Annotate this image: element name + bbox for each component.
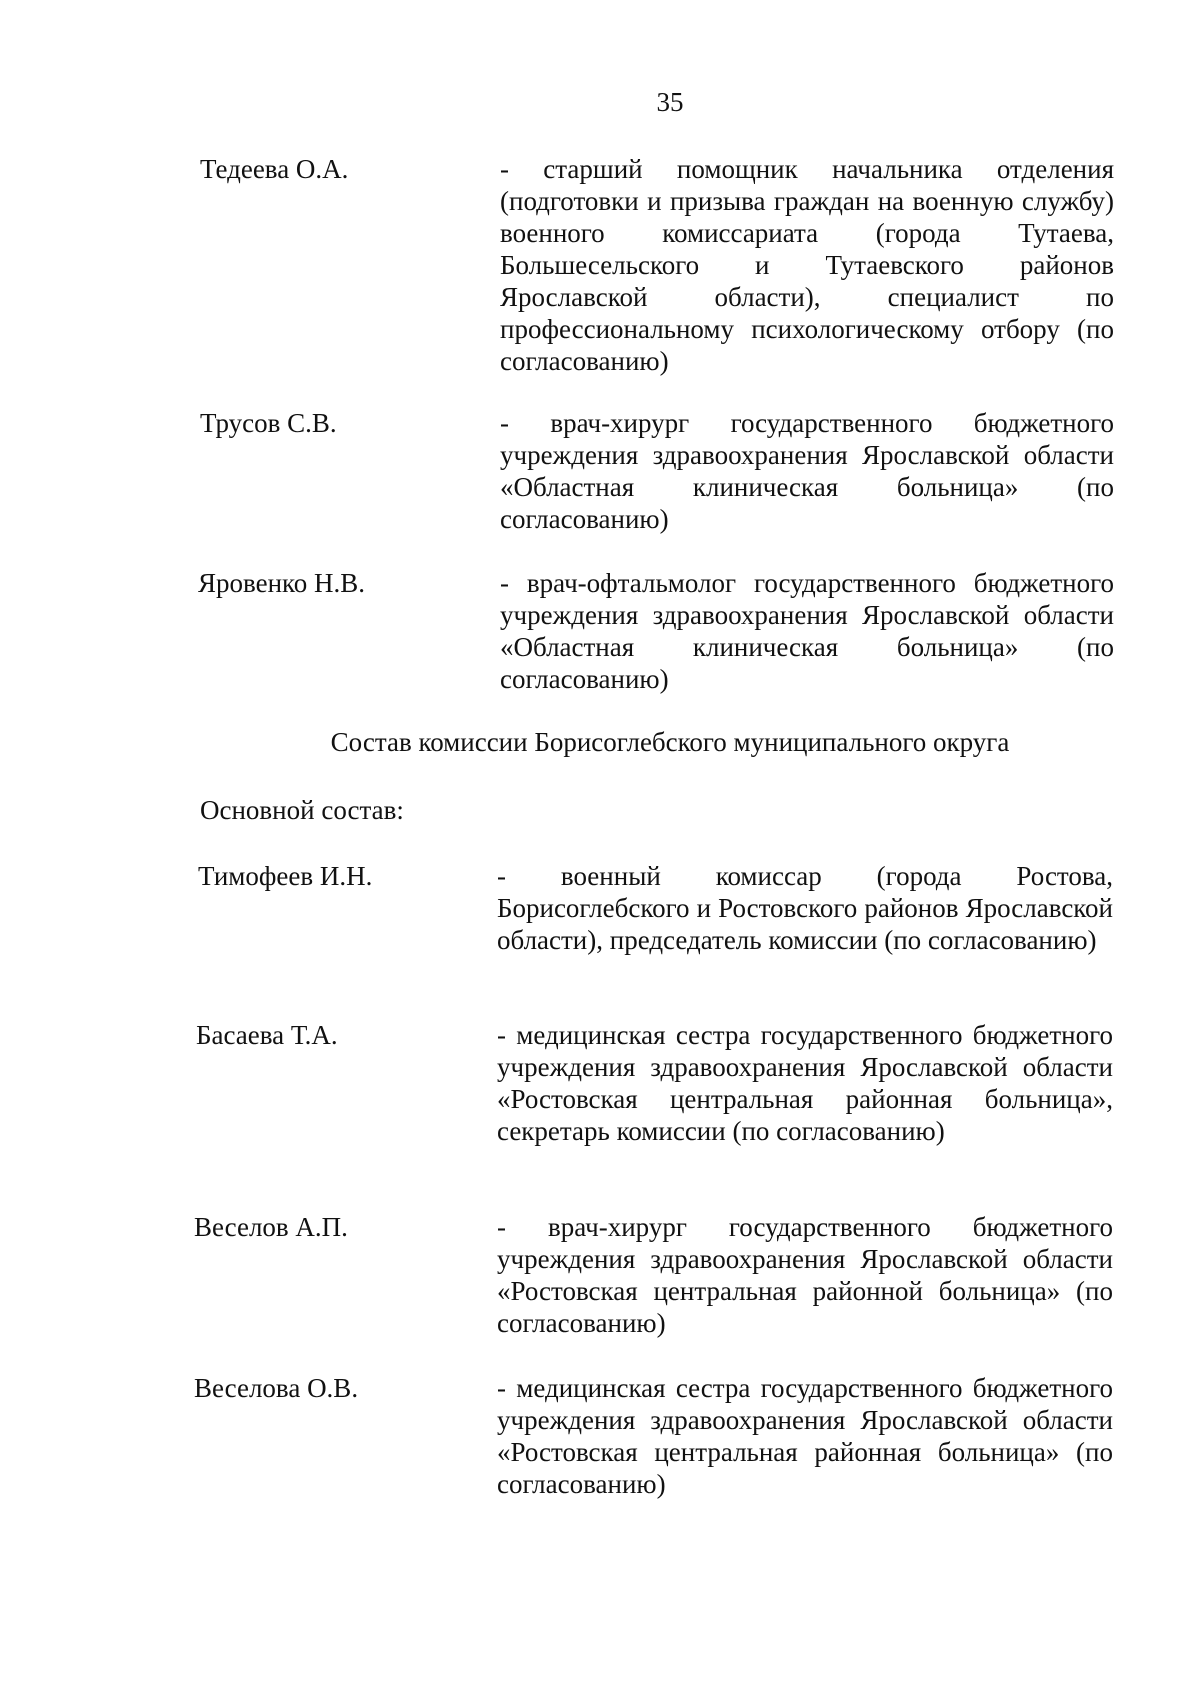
member-description: - врач-хирург государственного бюджетного учреждения здравоохранения Ярославской области «Ростовская центральная районной больница» (по согласованию) (497, 1212, 1113, 1338)
page-number: 35 (656, 87, 684, 117)
member-description: - врач-хирург государственного бюджетного учреждения здравоохранения Ярославской области «Областная клиническая больница» (по согласованию) (500, 408, 1114, 534)
member-name: Басаева Т.А. (196, 1020, 338, 1050)
member-name: Тедеева О.А. (200, 154, 349, 184)
member-description: - медицинская сестра государственного бюджетного учреждения здравоохранения Ярославской области «Ростовская центральная районная больница», секретарь комиссии (по согласованию) (497, 1020, 1113, 1146)
subheading-main-composition: Основной состав: (200, 795, 404, 825)
member-description: - врач-офтальмолог государственного бюджетного учреждения здравоохранения Ярославской области «Областная клиническая больница» (по согласованию) (500, 568, 1114, 694)
member-description: - военный комиссар (города Ростова, Борисоглебского и Ростовского районов Ярославской области), председатель комиссии (по согласованию) (497, 861, 1113, 955)
member-description: - медицинская сестра государственного бюджетного учреждения здравоохранения Ярославской области «Ростовская центральная районная больница» (по согласованию) (497, 1373, 1113, 1499)
member-name: Веселова О.В. (194, 1373, 359, 1403)
member-description: - старший помощник начальника отделения (подготовки и призыва граждан на военную службу) военного комиссариата (города Тутаева, Большесельского и Тутаевского районов Ярославской области), специалист по профессиональному психологическому отбору (по согласованию) (500, 154, 1114, 376)
member-name: Веселов А.П. (194, 1212, 348, 1242)
section-heading: Состав комиссии Борисоглебского муниципального округа (330, 727, 1010, 757)
member-name: Трусов С.В. (200, 408, 337, 438)
member-name: Яровенко Н.В. (198, 568, 366, 598)
member-name: Тимофеев И.Н. (198, 861, 373, 891)
